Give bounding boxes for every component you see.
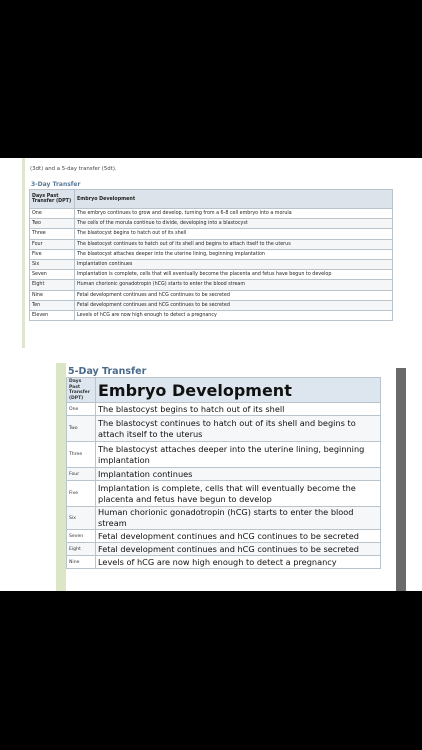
day-cell: Three [67, 442, 96, 468]
table-row [67, 468, 381, 481]
embryo-development-header: Embryo Development [96, 378, 381, 403]
header-days-line2: Transfer (DPT) [32, 199, 72, 204]
table-header-row [30, 190, 393, 209]
table-row [67, 556, 381, 569]
day-cell: Three [30, 229, 75, 239]
day-cell: Five [67, 481, 96, 507]
development-cell: Fetal development continues and hCG continues to be secreted [96, 530, 381, 543]
five-day-transfer-table [66, 377, 381, 569]
header-days-line1: Days Past [32, 194, 59, 199]
development-cell: The cells of the morula continue to divide, developing into a blastocyst [75, 219, 393, 229]
day-cell: Two [67, 416, 96, 442]
development-cell: Fetal development continues and hCG continues to be secreted [75, 290, 393, 300]
development-cell: The blastocyst continues to hatch out of its shell and begins to attach itself to the uterus [75, 239, 393, 249]
table-row [30, 310, 393, 320]
table-caption-3-day: 3-Day Transfer [31, 181, 81, 188]
header-days-line1: Days Past [69, 379, 82, 390]
table-row [67, 543, 381, 556]
days-past-transfer-header [67, 378, 96, 403]
day-cell: Five [30, 249, 75, 259]
development-cell: Human chorionic gonadotropin (hCG) starts to enter the blood stream [96, 507, 381, 530]
development-cell: Human chorionic gonadotropin (hCG) starts to enter the blood stream [75, 280, 393, 290]
table-row [67, 416, 381, 442]
table-row [30, 219, 393, 229]
table-row [67, 530, 381, 543]
development-cell: Implantation continues [75, 259, 393, 269]
embryo-development-header: Embryo Development [75, 190, 393, 209]
side-accent-bar [56, 363, 66, 591]
day-cell: One [30, 209, 75, 219]
development-cell: Fetal development continues and hCG continues to be secreted [96, 543, 381, 556]
table-row [30, 290, 393, 300]
side-accent-bar [22, 158, 25, 348]
day-cell: Four [67, 468, 96, 481]
table-row [67, 442, 381, 468]
table-row [30, 209, 393, 219]
day-cell: One [67, 403, 96, 416]
table-caption-5-day: 5-Day Transfer [68, 366, 147, 377]
header-days-line3: (DPT) [69, 395, 84, 401]
day-cell: Eight [30, 280, 75, 290]
day-cell: Eleven [30, 310, 75, 320]
day-cell: Six [30, 259, 75, 269]
day-cell: Nine [30, 290, 75, 300]
day-cell: Seven [67, 530, 96, 543]
three-day-transfer-panel [0, 158, 422, 348]
day-cell: Two [30, 219, 75, 229]
development-cell: Fetal development continues and hCG continues to be secreted [75, 300, 393, 310]
development-cell: The embryo continues to grow and develop, turning from a 6-8 cell embryo into a morula [75, 209, 393, 219]
day-cell: Six [67, 507, 96, 530]
table-row [67, 507, 381, 530]
day-cell: Nine [67, 556, 96, 569]
development-cell: The blastocyst begins to hatch out of its shell [75, 229, 393, 239]
table-row [67, 403, 381, 416]
table-row [30, 239, 393, 249]
development-cell: The blastocyst attaches deeper into the uterine lining, beginning implantation [96, 442, 381, 468]
day-cell: Eight [67, 543, 96, 556]
development-cell: Implantation continues [96, 468, 381, 481]
development-cell: Levels of hCG are now high enough to detect a pregnancy [96, 556, 381, 569]
development-cell: Implantation is complete, cells that will eventually become the placenta and fetus have begun to develop [96, 481, 381, 507]
three-day-transfer-table [29, 189, 393, 321]
development-cell: Levels of hCG are now high enough to detect a pregnancy [75, 310, 393, 320]
table-header-row [67, 378, 381, 403]
development-cell: The blastocyst begins to hatch out of its shell [96, 403, 381, 416]
development-cell: Implantation is complete, cells that will eventually become the placenta and fetus have begun to develop [75, 270, 393, 280]
header-days-line2: Transfer [69, 390, 90, 395]
day-cell: Ten [30, 300, 75, 310]
table-row [30, 259, 393, 269]
day-cell: Four [30, 239, 75, 249]
table-row [30, 270, 393, 280]
right-edge-bar [396, 368, 406, 591]
table-row [30, 229, 393, 239]
table-row [67, 481, 381, 507]
five-day-transfer-panel [0, 348, 422, 591]
development-cell: The blastocyst continues to hatch out of its shell and begins to attach itself to the uterus [96, 416, 381, 442]
table-row [30, 280, 393, 290]
intro-text: (3dt) and a 5-day transfer (5dt). [30, 166, 117, 172]
table-row [30, 249, 393, 259]
day-cell: Seven [30, 270, 75, 280]
days-past-transfer-header [30, 190, 75, 209]
table-row [30, 300, 393, 310]
development-cell: The blastocyst attaches deeper into the uterine lining, beginning implantation [75, 249, 393, 259]
